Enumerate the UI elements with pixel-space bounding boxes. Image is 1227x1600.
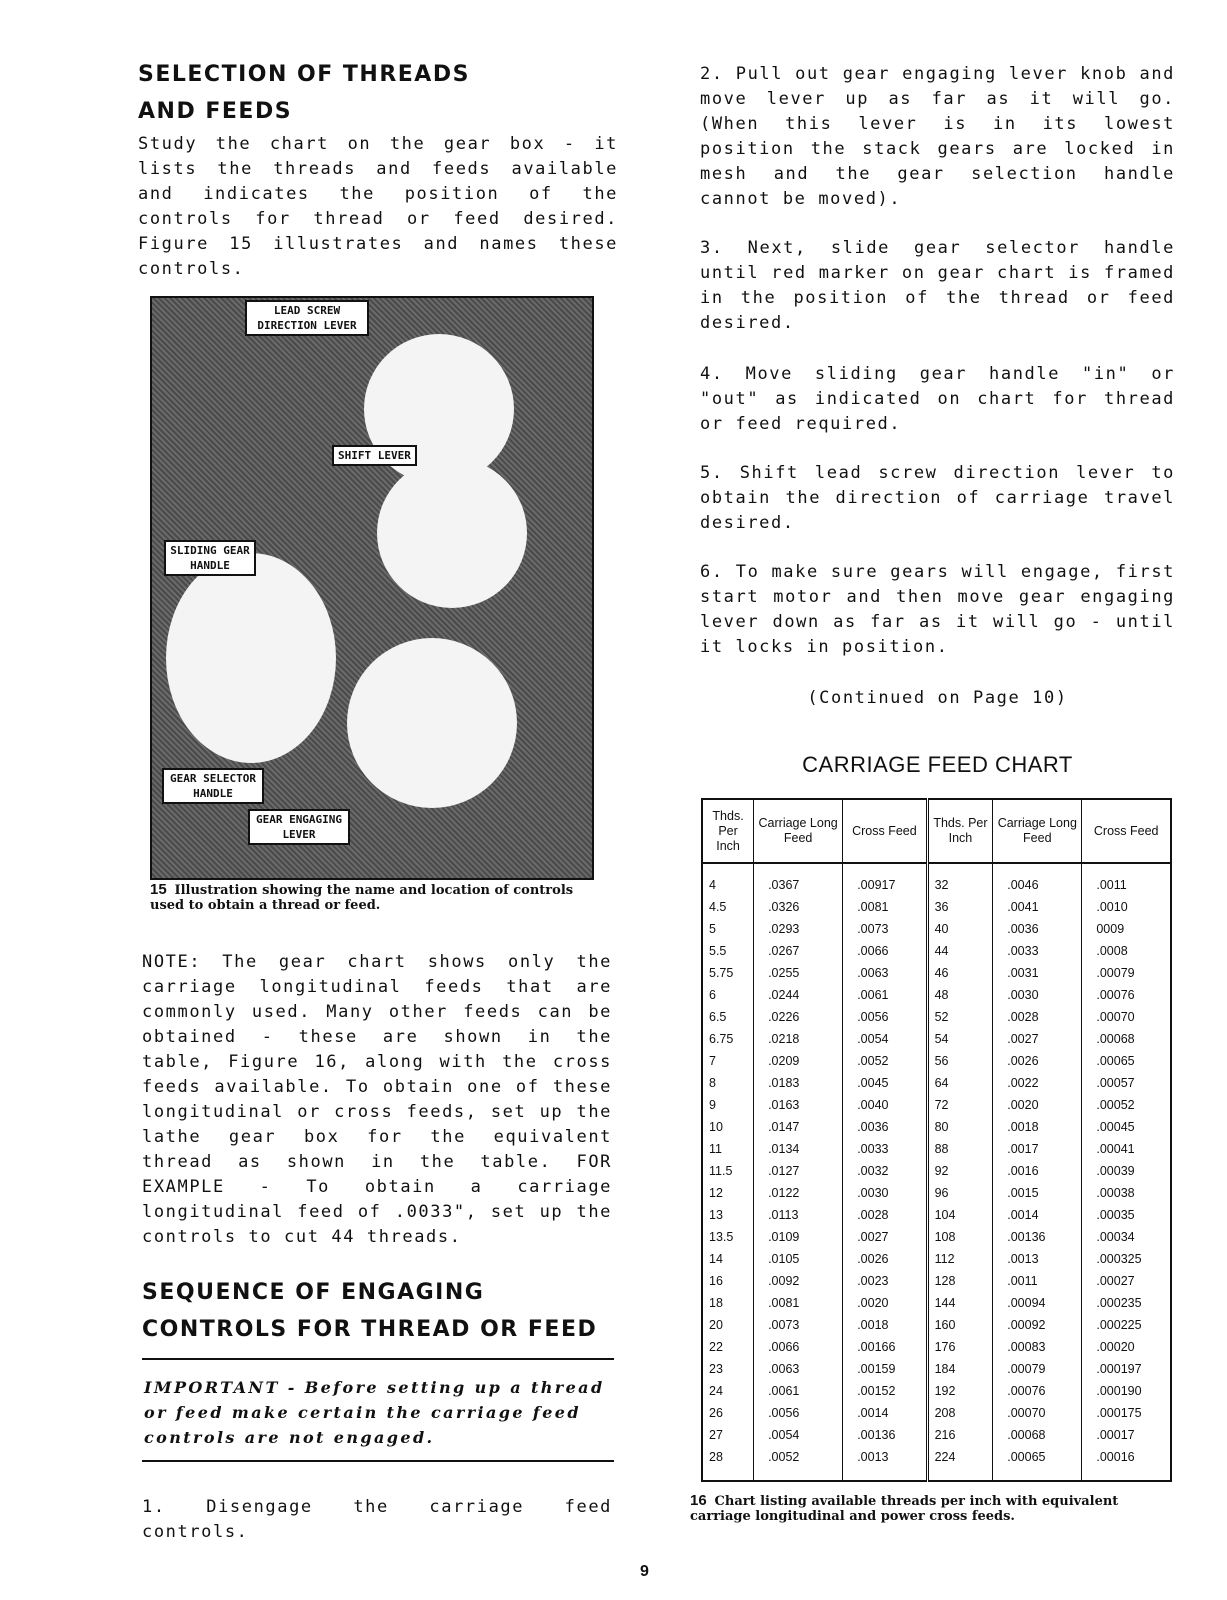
table-cell: 108	[927, 1226, 993, 1248]
table-cell: .000197	[1082, 1358, 1171, 1380]
table-cell: 10	[709, 1120, 723, 1134]
note-paragraph: NOTE: The gear chart shows only the carriage longitudinal feeds that are commonly used. Many other feeds can be obtained - these are shown in the table, Figure 16, along with the cross feeds available. To obtain one of these longitudinal or cross feeds, set up the lathe gear box for the equivalent thread as shown in the table. FOR EXAMPLE - To obtain a carriage longitudinal feed of .0033", set up the controls to cut 44 threads.	[142, 952, 612, 1247]
table-cell: .0028	[993, 1006, 1082, 1028]
table-row	[702, 1072, 1171, 1094]
table-cell: .00079	[1082, 962, 1171, 984]
table-cell: 5	[709, 922, 716, 936]
continued-note: (Continued on Page 10)	[807, 688, 1068, 708]
table-row	[702, 1314, 1171, 1336]
table-cell: .00070	[993, 1402, 1082, 1424]
table-cell: .00057	[1082, 1072, 1171, 1094]
table-cell: .00034	[1082, 1226, 1171, 1248]
table-cell: 208	[927, 1402, 993, 1424]
table-cell: 8	[709, 1076, 716, 1090]
table-cell: .0010	[1082, 896, 1171, 918]
table-cell: .0013	[993, 1248, 1082, 1270]
table-cell: 18	[709, 1296, 723, 1310]
header-carriage-long-feed-2: Carriage Long Feed	[993, 799, 1082, 863]
divider-bottom	[142, 1460, 614, 1462]
label-sliding-gear-handle: SLIDING GEAR HANDLE	[164, 540, 256, 576]
table-cell: .00136	[843, 1424, 927, 1446]
table-cell: 20	[709, 1318, 723, 1332]
table-cell: .0017	[993, 1138, 1082, 1160]
table-cell: .0032	[843, 1160, 927, 1182]
label-gear-engaging-lever: GEAR ENGAGING LEVER	[248, 809, 350, 845]
table-cell: .0063	[843, 962, 927, 984]
table-cell: 48	[927, 984, 993, 1006]
table-cell: .0022	[993, 1072, 1082, 1094]
table-cell: 176	[927, 1336, 993, 1358]
table-cell: .00017	[1082, 1424, 1171, 1446]
table-row	[702, 1380, 1171, 1402]
table-cell: .0027	[843, 1226, 927, 1248]
table-cell: .0073	[754, 1314, 843, 1336]
table-cell: .00052	[1082, 1094, 1171, 1116]
table-cell: .00039	[1082, 1160, 1171, 1182]
table-row	[702, 1204, 1171, 1226]
table-cell: .0066	[754, 1336, 843, 1358]
table-cell: .0081	[754, 1292, 843, 1314]
table-cell: .0020	[993, 1094, 1082, 1116]
table-row	[702, 1248, 1171, 1270]
gear-engaging-callout-circle	[347, 638, 517, 808]
table-cell: .000175	[1082, 1402, 1171, 1424]
table-cell: .00045	[1082, 1116, 1171, 1138]
table-row	[702, 1160, 1171, 1182]
table-cell: .00038	[1082, 1182, 1171, 1204]
right-column	[700, 62, 1175, 711]
table-row	[702, 1182, 1171, 1204]
table-cell: .00136	[993, 1226, 1082, 1248]
table-cell: .00020	[1082, 1336, 1171, 1358]
table-cell: .0255	[754, 962, 843, 984]
table-cell: .0036	[993, 918, 1082, 940]
carriage-feed-table	[701, 798, 1172, 1482]
table-row	[702, 1226, 1171, 1248]
figure-15-number: 15	[150, 881, 167, 898]
table-cell: .0046	[993, 863, 1082, 896]
table-body	[702, 863, 1171, 1481]
table-cell: .0027	[993, 1028, 1082, 1050]
table-cell: 96	[927, 1182, 993, 1204]
table-cell: 54	[927, 1028, 993, 1050]
table-row	[702, 1358, 1171, 1380]
table-cell: 72	[927, 1094, 993, 1116]
table-cell: 7	[709, 1054, 716, 1068]
table-cell: .0026	[843, 1248, 927, 1270]
table-cell: .00076	[993, 1380, 1082, 1402]
step-3: 3. Next, slide gear selector handle until red marker on gear chart is framed in the position of the thread or feed desired.	[700, 238, 1175, 333]
table-cell: .0326	[754, 896, 843, 918]
table-cell: .0092	[754, 1270, 843, 1292]
table-cell: 40	[927, 918, 993, 940]
sliding-gear-callout-circle	[166, 553, 336, 763]
table-cell: 0009	[1082, 918, 1171, 940]
table-row	[702, 1050, 1171, 1072]
header-cross-feed-2: Cross Feed	[1082, 799, 1171, 863]
figure-15-caption-text: Illustration showing the name and location of controls used to obtain a thread or feed.	[150, 883, 574, 913]
heading2-line-2: CONTROLS FOR THREAD OR FEED	[142, 1317, 598, 1342]
label-lead-screw-direction-lever: LEAD SCREW DIRECTION LEVER	[245, 300, 369, 336]
table-row	[702, 1094, 1171, 1116]
table-cell: 6.75	[709, 1032, 734, 1046]
table-cell: .000235	[1082, 1292, 1171, 1314]
table-cell: .00917	[843, 863, 927, 896]
left-column	[138, 56, 618, 282]
table-cell: .0127	[754, 1160, 843, 1182]
table-cell: .0054	[754, 1424, 843, 1446]
table-cell: .0031	[993, 962, 1082, 984]
table-cell: .00027	[1082, 1270, 1171, 1292]
divider-top	[142, 1358, 614, 1360]
table-cell: .0056	[843, 1006, 927, 1028]
table-cell: .00068	[993, 1424, 1082, 1446]
table-row	[702, 1006, 1171, 1028]
table-cell: 88	[927, 1138, 993, 1160]
table-cell: 104	[927, 1204, 993, 1226]
table-cell: .00092	[993, 1314, 1082, 1336]
table-cell: 216	[927, 1424, 993, 1446]
table-cell: .0244	[754, 984, 843, 1006]
table-cell: 128	[927, 1270, 993, 1292]
table-cell: .0011	[993, 1270, 1082, 1292]
table-cell: 6.5	[709, 1010, 727, 1024]
step-5: 5. Shift lead screw direction lever to obtain the direction of carriage travel desired.	[700, 463, 1175, 533]
table-cell: .0023	[843, 1270, 927, 1292]
table-cell: .0293	[754, 918, 843, 940]
table-cell: .0105	[754, 1248, 843, 1270]
header-thds-per-inch: Thds. Per Inch	[702, 799, 754, 863]
table-cell: .0015	[993, 1182, 1082, 1204]
table-cell: .00016	[1082, 1446, 1171, 1481]
heading-line-2: AND FEEDS	[138, 99, 293, 124]
carriage-feed-chart-title: CARRIAGE FEED CHART	[802, 752, 1073, 777]
header-thds-per-inch-2: Thds. Per Inch	[927, 799, 993, 863]
table-cell: .0267	[754, 940, 843, 962]
shift-lever-callout-circle	[377, 458, 527, 608]
heading-line-1: SELECTION OF THREADS	[138, 62, 470, 87]
heading2-line-1: SEQUENCE OF ENGAGING	[142, 1280, 485, 1305]
table-cell: .00083	[993, 1336, 1082, 1358]
table-cell: .0367	[754, 863, 843, 896]
table-row	[702, 962, 1171, 984]
step-6: 6. To make sure gears will engage, first start motor and then move gear engaging lever down as far as it will go - until it locks in position.	[700, 562, 1175, 657]
table-cell: .000325	[1082, 1248, 1171, 1270]
table-cell: .0018	[993, 1116, 1082, 1138]
table-cell: .00079	[993, 1358, 1082, 1380]
table-cell: .0147	[754, 1116, 843, 1138]
header-cross-feed: Cross Feed	[843, 799, 927, 863]
table-cell: .0209	[754, 1050, 843, 1072]
table-row	[702, 896, 1171, 918]
table-cell: 4	[709, 878, 716, 892]
table-cell: .0030	[843, 1182, 927, 1204]
table-row	[702, 1138, 1171, 1160]
table-cell: .0134	[754, 1138, 843, 1160]
table-cell: .0066	[843, 940, 927, 962]
table-row	[702, 1446, 1171, 1481]
table-cell: .00166	[843, 1336, 927, 1358]
table-cell: 144	[927, 1292, 993, 1314]
figure-16-caption	[690, 1493, 1170, 1524]
intro-paragraph: Study the chart on the gear box - it lists the threads and feeds available and indicates the position of the controls for thread or feed desired. Figure 15 illustrates and names these controls.	[138, 134, 618, 279]
table-cell: 80	[927, 1116, 993, 1138]
table-cell: .0063	[754, 1358, 843, 1380]
table-cell: 160	[927, 1314, 993, 1336]
table-cell: 44	[927, 940, 993, 962]
table-cell: .0226	[754, 1006, 843, 1028]
table-cell: .0030	[993, 984, 1082, 1006]
table-row	[702, 1116, 1171, 1138]
table-row	[702, 1270, 1171, 1292]
table-cell: 64	[927, 1072, 993, 1094]
table-cell: 224	[927, 1446, 993, 1481]
table-cell: 6	[709, 988, 716, 1002]
table-cell: .0026	[993, 1050, 1082, 1072]
table-cell: 13.5	[709, 1230, 734, 1244]
table-cell: .0013	[843, 1446, 927, 1481]
table-cell: .00159	[843, 1358, 927, 1380]
table-cell: 5.75	[709, 966, 734, 980]
table-cell: 22	[709, 1340, 723, 1354]
table-cell: 14	[709, 1252, 723, 1266]
table-cell: .00041	[1082, 1138, 1171, 1160]
table-cell: .0036	[843, 1116, 927, 1138]
table-cell: .0061	[754, 1380, 843, 1402]
table-cell: .0040	[843, 1094, 927, 1116]
table-cell: .0163	[754, 1094, 843, 1116]
table-cell: .00068	[1082, 1028, 1171, 1050]
table-cell: .0081	[843, 896, 927, 918]
step-4: 4. Move sliding gear handle "in" or "out" as indicated on chart for thread or feed required.	[700, 364, 1175, 434]
table-cell: 12	[709, 1186, 723, 1200]
table-cell: 32	[927, 863, 993, 896]
table-cell: 13	[709, 1208, 723, 1222]
table-cell: 11	[709, 1142, 722, 1156]
table-cell: .0014	[993, 1204, 1082, 1226]
table-cell: 26	[709, 1406, 723, 1420]
table-cell: .000225	[1082, 1314, 1171, 1336]
table-cell: .000190	[1082, 1380, 1171, 1402]
section-heading-sequence	[142, 1274, 622, 1348]
table-cell: .0041	[993, 896, 1082, 918]
table-cell: .0016	[993, 1160, 1082, 1182]
table-cell: .0054	[843, 1028, 927, 1050]
table-cell: .0218	[754, 1028, 843, 1050]
table-cell: .0020	[843, 1292, 927, 1314]
table-cell: 112	[927, 1248, 993, 1270]
table-cell: 56	[927, 1050, 993, 1072]
table-cell: 16	[709, 1274, 723, 1288]
table-cell: 5.5	[709, 944, 727, 958]
table-cell: .00070	[1082, 1006, 1171, 1028]
table-cell: .0033	[843, 1138, 927, 1160]
table-cell: .0018	[843, 1314, 927, 1336]
table-row	[702, 984, 1171, 1006]
table-cell: 52	[927, 1006, 993, 1028]
table-cell: 192	[927, 1380, 993, 1402]
table-row	[702, 1028, 1171, 1050]
label-shift-lever: SHIFT LEVER	[332, 445, 417, 466]
table-cell: .0183	[754, 1072, 843, 1094]
table-row	[702, 1402, 1171, 1424]
table-cell: .0014	[843, 1402, 927, 1424]
page-number: 9	[640, 1563, 649, 1580]
table-cell: .00035	[1082, 1204, 1171, 1226]
table-cell: .0073	[843, 918, 927, 940]
table-cell: 184	[927, 1358, 993, 1380]
table-header-row	[702, 799, 1171, 863]
table-cell: .0056	[754, 1402, 843, 1424]
table-cell: .00094	[993, 1292, 1082, 1314]
section-heading-threads-feeds	[138, 56, 618, 130]
table-cell: .0011	[1082, 863, 1171, 896]
table-cell: .0045	[843, 1072, 927, 1094]
table-cell: 24	[709, 1384, 723, 1398]
step-1: 1. Disengage the carriage feed controls.	[142, 1497, 612, 1542]
table-row	[702, 1292, 1171, 1314]
table-cell: .0052	[754, 1446, 843, 1481]
table-cell: 46	[927, 962, 993, 984]
table-cell: .00152	[843, 1380, 927, 1402]
table-cell: 27	[709, 1428, 723, 1442]
table-cell: .0109	[754, 1226, 843, 1248]
table-cell: 28	[709, 1450, 723, 1464]
table-cell: .0028	[843, 1204, 927, 1226]
table-cell: .0061	[843, 984, 927, 1006]
table-cell: 36	[927, 896, 993, 918]
table-cell: .00076	[1082, 984, 1171, 1006]
figure-16-number: 16	[690, 1492, 707, 1509]
step-2: 2. Pull out gear engaging lever knob and move lever up as far as it will go. (When this lever is in its lowest position the stack gears are locked in mesh and the gear selection handle cannot be moved).	[700, 64, 1175, 209]
table-cell: 23	[709, 1362, 723, 1376]
table-cell: 9	[709, 1098, 716, 1112]
table-cell: .0033	[993, 940, 1082, 962]
table-cell: .0122	[754, 1182, 843, 1204]
table-cell: 92	[927, 1160, 993, 1182]
table-cell: .00065	[1082, 1050, 1171, 1072]
table-row	[702, 940, 1171, 962]
table-row	[702, 918, 1171, 940]
table-cell: 11.5	[709, 1164, 733, 1178]
table-cell: .00065	[993, 1446, 1082, 1481]
header-carriage-long-feed: Carriage Long Feed	[754, 799, 843, 863]
table-cell: .0008	[1082, 940, 1171, 962]
figure-15-caption	[150, 882, 590, 913]
table-cell: .0052	[843, 1050, 927, 1072]
important-note: IMPORTANT - Before setting up a thread or feed make certain the carriage feed controls are not engaged.	[144, 1378, 605, 1447]
figure-16-caption-text: Chart listing available threads per inch with equivalent carriage longitudinal and power cross feeds.	[690, 1494, 1119, 1524]
figure-15-lathe-controls	[150, 296, 594, 880]
table-row	[702, 1424, 1171, 1446]
table-cell: .0113	[754, 1204, 843, 1226]
table-cell: 4.5	[709, 900, 727, 914]
label-gear-selector-handle: GEAR SELECTOR HANDLE	[162, 768, 264, 804]
table-row	[702, 863, 1171, 896]
table-row	[702, 1336, 1171, 1358]
